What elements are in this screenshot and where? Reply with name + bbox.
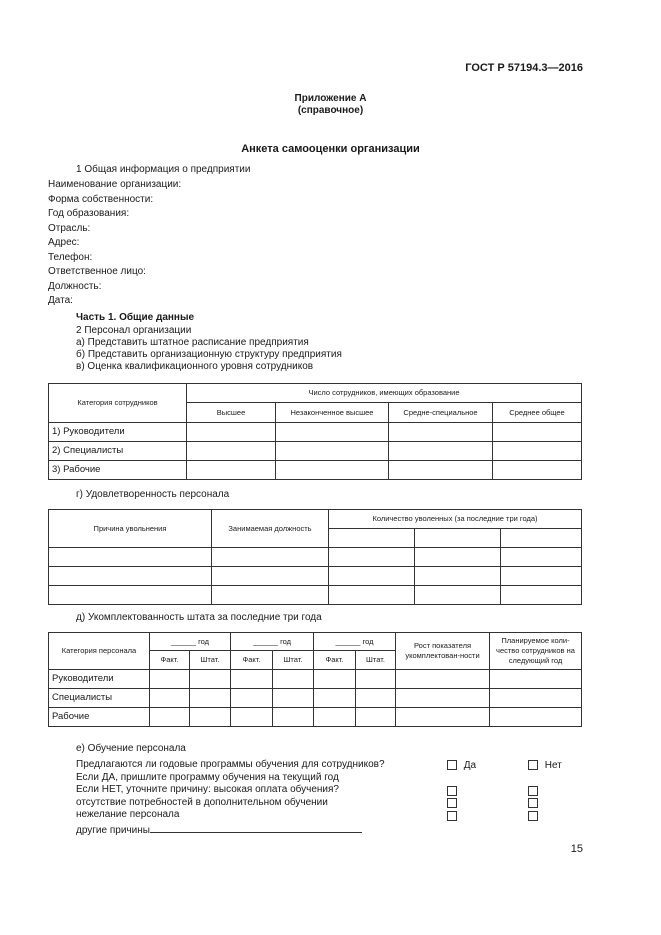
appendix-title: Приложение А	[294, 93, 367, 104]
table-cell[interactable]	[190, 708, 231, 727]
table-cell[interactable]	[150, 689, 190, 708]
table-cell[interactable]	[49, 586, 212, 605]
table-cell[interactable]	[276, 461, 389, 480]
section2-item-b: б) Представить организационную структуру предприятия	[76, 349, 342, 360]
row-label: Специалисты	[49, 689, 150, 708]
col-planned: Планируемое коли-чество сотрудников на следующий год	[490, 633, 582, 670]
table-cell[interactable]	[49, 548, 212, 567]
checkbox-high-cost-no[interactable]	[528, 786, 538, 796]
field-phone: Телефон:	[48, 251, 93, 263]
other-reasons-label: другие причины	[76, 824, 150, 836]
field-position: Должность:	[48, 280, 102, 292]
section1-heading: 1 Общая информация о предприятии	[76, 164, 251, 175]
row-label: 2) Специалисты	[49, 442, 187, 461]
table-row	[49, 708, 582, 727]
table-cell[interactable]	[501, 567, 582, 586]
table-cell[interactable]	[329, 567, 415, 586]
question-high-cost: Если НЕТ, уточните причину: высокая оплата обучения?	[76, 784, 339, 795]
table-cell[interactable]	[389, 461, 493, 480]
section-e-heading: е) Обучение персонала	[76, 743, 186, 754]
yes-label: Да	[463, 760, 477, 771]
appendix-heading	[0, 93, 661, 117]
section-g-heading: г) Удовлетворенность персонала	[76, 489, 230, 500]
col-plan: Штат.	[273, 651, 314, 670]
field-org-name: Наименование организации:	[48, 179, 182, 190]
table-cell[interactable]	[231, 708, 273, 727]
table-cell[interactable]	[356, 708, 396, 727]
row-label: Рабочие	[49, 708, 150, 727]
table-cell[interactable]	[150, 670, 190, 689]
year-header: ______ год	[231, 633, 314, 651]
no-label: Нет	[544, 760, 562, 771]
table-cell[interactable]	[187, 461, 276, 480]
table-row	[49, 548, 582, 567]
table-cell[interactable]	[396, 708, 490, 727]
table-cell[interactable]	[187, 423, 276, 442]
table-cell[interactable]	[389, 442, 493, 461]
table-cell[interactable]	[231, 670, 273, 689]
table-cell[interactable]	[314, 708, 356, 727]
col-specialized: Средне-специальное	[389, 403, 493, 423]
table-cell[interactable]	[273, 689, 314, 708]
table-cell[interactable]	[231, 689, 273, 708]
col-reason: Причина увольнения	[49, 510, 212, 548]
year-cell	[415, 529, 501, 548]
table-cell[interactable]	[415, 548, 501, 567]
training-questions	[76, 759, 385, 837]
section2-heading: 2 Персонал организации	[76, 325, 192, 336]
col-plan: Штат.	[190, 651, 231, 670]
table-cell[interactable]	[329, 586, 415, 605]
question-annual-programs: Предлагаются ли годовые программы обучения для сотрудников?	[76, 759, 385, 770]
table-cell[interactable]	[314, 689, 356, 708]
year-cell	[329, 529, 415, 548]
field-responsible: Ответственное лицо:	[48, 266, 146, 277]
yes-option[interactable]	[447, 760, 476, 771]
table-row	[49, 423, 582, 442]
education-table	[48, 383, 582, 480]
table-cell[interactable]	[356, 670, 396, 689]
part1-heading: Часть 1. Общие данные	[76, 312, 195, 323]
table-cell[interactable]	[493, 423, 582, 442]
staffing-table	[48, 632, 582, 727]
table-cell[interactable]	[150, 708, 190, 727]
field-year: Год образования:	[48, 208, 130, 219]
row-label: Руководители	[49, 670, 150, 689]
checkbox-high-cost-yes[interactable]	[447, 786, 457, 796]
question-other	[76, 822, 385, 838]
table-cell[interactable]	[490, 708, 582, 727]
page-number: 15	[570, 843, 583, 855]
table-cell[interactable]	[415, 586, 501, 605]
col-general: Среднее общее	[493, 403, 582, 423]
table-row	[49, 567, 582, 586]
col-position: Занимаемая должность	[212, 510, 329, 548]
table-cell[interactable]	[493, 461, 582, 480]
row-label: 3) Рабочие	[49, 461, 187, 480]
field-industry: Отрасль:	[48, 222, 91, 234]
col-plan: Штат.	[356, 651, 396, 670]
section-d-heading: д) Укомплектованность штата за последние три года	[76, 612, 322, 623]
table-cell[interactable]	[190, 670, 231, 689]
checkbox-unwilling-no[interactable]	[528, 811, 538, 821]
table-cell[interactable]	[212, 567, 329, 586]
table-row	[49, 586, 582, 605]
table-cell[interactable]	[276, 442, 389, 461]
table-row	[49, 670, 582, 689]
col-category: Категория персонала	[49, 633, 150, 670]
table-cell[interactable]	[329, 548, 415, 567]
other-reasons-line[interactable]	[150, 822, 362, 833]
dismissed-group-header: Количество уволенных (за последние три года)	[329, 510, 582, 529]
question-no-need: отсутствие потребностей в дополнительном обучении	[76, 796, 328, 808]
checkbox-no[interactable]	[528, 760, 538, 770]
table-row	[49, 689, 582, 708]
question-unwillingness: нежелание персонала	[76, 809, 180, 820]
table-cell[interactable]	[212, 548, 329, 567]
col-category: Категория сотрудников	[49, 384, 187, 423]
table-cell[interactable]	[273, 670, 314, 689]
row-label: 1) Руководители	[49, 423, 187, 442]
col-fact: Факт.	[314, 651, 356, 670]
table-cell[interactable]	[187, 442, 276, 461]
table-cell[interactable]	[389, 423, 493, 442]
table-cell[interactable]	[415, 567, 501, 586]
col-growth: Рост показателя укомплектован-ности	[396, 633, 490, 670]
year-cell	[501, 529, 582, 548]
table-cell[interactable]	[356, 689, 396, 708]
checkbox-no-need-yes[interactable]	[447, 798, 457, 808]
col-incomplete-higher: Незаконченное высшее	[276, 403, 389, 423]
table-cell[interactable]	[49, 567, 212, 586]
appendix-subtitle: (справочное)	[297, 105, 364, 116]
education-group-header: Число сотрудников, имеющих образование	[187, 384, 582, 403]
table-cell[interactable]	[396, 689, 490, 708]
table-cell[interactable]	[190, 689, 231, 708]
table-cell[interactable]	[493, 442, 582, 461]
col-higher: Высшее	[187, 403, 276, 423]
field-ownership: Форма собственности:	[48, 193, 154, 205]
checkbox-unwilling-yes[interactable]	[447, 811, 457, 821]
table-row	[49, 442, 582, 461]
table-cell[interactable]	[501, 548, 582, 567]
field-address: Адрес:	[48, 237, 80, 248]
no-option[interactable]	[528, 760, 562, 771]
table-cell[interactable]	[396, 670, 490, 689]
standard-number: ГОСТ Р 57194.3—2016	[465, 62, 583, 74]
section2-block	[76, 325, 342, 373]
year-header: ______ год	[150, 633, 231, 651]
field-date: Дата:	[48, 295, 73, 306]
table-cell[interactable]	[490, 689, 582, 708]
checkbox-no-need-no[interactable]	[528, 798, 538, 808]
col-fact: Факт.	[150, 651, 190, 670]
table-cell[interactable]	[273, 708, 314, 727]
table-row	[49, 461, 582, 480]
section2-item-c: в) Оценка квалификационного уровня сотрудников	[76, 361, 314, 372]
checkbox-yes[interactable]	[447, 760, 457, 770]
section2-item-a: а) Представить штатное расписание предприятия	[76, 337, 309, 348]
dismissal-table	[48, 509, 582, 605]
question-send-program: Если ДА, пришлите программу обучения на текущий год	[76, 771, 339, 783]
table-cell[interactable]	[501, 586, 582, 605]
document-title: Анкета самооценки организации	[241, 143, 420, 155]
table-cell[interactable]	[276, 423, 389, 442]
table-cell[interactable]	[212, 586, 329, 605]
table-cell[interactable]	[490, 670, 582, 689]
col-fact: Факт.	[231, 651, 273, 670]
general-info-fields	[48, 178, 181, 309]
year-header: ______ год	[314, 633, 396, 651]
table-cell[interactable]	[314, 670, 356, 689]
